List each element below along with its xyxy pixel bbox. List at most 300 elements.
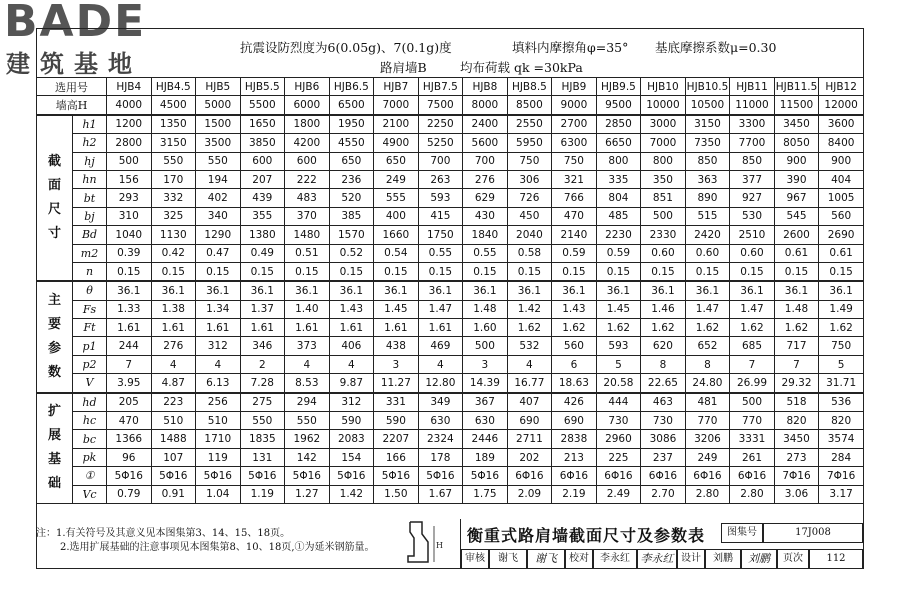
value-cell: 3 [463,355,508,373]
check-label: 校对 [565,549,593,569]
value-cell: 36.1 [685,281,730,300]
value-cell: 1710 [196,430,241,448]
height-cell: 11500 [774,96,819,115]
value-cell: 4200 [285,134,330,152]
value-cell: 690 [507,412,552,430]
value-cell: 1950 [329,115,374,134]
value-cell: 726 [507,189,552,207]
value-cell: 223 [151,393,196,412]
value-cell: 0.15 [463,262,508,281]
value-cell: 2250 [418,115,463,134]
group-label-text: 扩展基础 [47,404,61,492]
value-cell: 7Φ16 [819,467,864,485]
code-cell: HJB4 [107,78,152,96]
code-cell: HJB4.5 [151,78,196,96]
value-cell: 0.15 [730,262,775,281]
value-cell: 2711 [507,430,552,448]
value-cell: 750 [507,152,552,170]
value-cell: 22.65 [641,374,686,393]
value-cell: 1290 [196,226,241,244]
value-cell: 500 [107,152,152,170]
value-cell: 470 [552,207,597,225]
value-cell: 3.95 [107,374,152,393]
value-cell: 3450 [774,115,819,134]
value-cell: 36.1 [329,281,374,300]
value-cell: 237 [641,448,686,466]
logo-brand: BADE [4,0,147,47]
value-cell: 312 [329,393,374,412]
value-cell: 1.61 [240,319,285,337]
value-cell: 350 [641,170,686,188]
value-cell: 1650 [240,115,285,134]
height-cell: 7000 [374,96,419,115]
value-cell: 851 [641,189,686,207]
value-cell: 1.47 [730,300,775,318]
value-cell: 6300 [552,134,597,152]
value-cell: 0.54 [374,244,419,262]
value-cell: 332 [151,189,196,207]
value-cell: 1.61 [329,319,374,337]
value-cell: 205 [107,393,152,412]
value-cell: 690 [552,412,597,430]
value-cell: 3300 [730,115,775,134]
value-cell: 31.71 [819,374,864,393]
value-cell: 2140 [552,226,597,244]
value-cell: 1.49 [819,300,864,318]
value-cell: 6Φ16 [507,467,552,485]
value-cell: 2600 [774,226,819,244]
value-cell: 284 [819,448,864,466]
value-cell: 5Φ16 [329,467,374,485]
value-cell: 261 [730,448,775,466]
value-cell: 340 [196,207,241,225]
value-cell: 0.59 [552,244,597,262]
value-cell: 0.15 [418,262,463,281]
value-cell: 5250 [418,134,463,152]
value-cell: 7.28 [240,374,285,393]
value-cell: 3150 [685,115,730,134]
value-cell: 415 [418,207,463,225]
value-cell: 0.60 [641,244,686,262]
value-cell: 5Φ16 [418,467,463,485]
value-cell: 12.80 [418,374,463,393]
value-cell: 2800 [107,134,152,152]
value-cell: 481 [685,393,730,412]
value-cell: 1.75 [463,485,508,503]
value-cell: 750 [552,152,597,170]
param-symbol: Bd [73,226,107,244]
value-cell: 650 [374,152,419,170]
value-cell: 444 [596,393,641,412]
value-cell: 510 [151,412,196,430]
value-cell: 8 [641,355,686,373]
value-cell: 439 [240,189,285,207]
value-cell: 170 [151,170,196,188]
value-cell: 349 [418,393,463,412]
value-cell: 5Φ16 [196,467,241,485]
value-cell: 630 [463,412,508,430]
value-cell: 545 [774,207,819,225]
value-cell: 600 [240,152,285,170]
value-cell: 4 [329,355,374,373]
value-cell: 1750 [418,226,463,244]
value-cell: 430 [463,207,508,225]
value-cell: 685 [730,337,775,355]
table-row [37,430,864,448]
value-cell: 0.15 [774,262,819,281]
value-cell: 7000 [641,134,686,152]
value-cell: 6Φ16 [552,467,597,485]
param-symbol: p1 [73,337,107,355]
group-label [37,281,73,392]
design-name: 刘鹏 [705,549,741,569]
value-cell: 1200 [107,115,152,134]
value-cell: 3574 [819,430,864,448]
table-row [37,467,864,485]
code-row [37,78,864,96]
height-cell: 8500 [507,96,552,115]
value-cell: 1800 [285,115,330,134]
value-cell: 0.15 [240,262,285,281]
value-cell: 36.1 [374,281,419,300]
header-load: 均布荷载 qk =30kPa [460,60,583,75]
table-row [37,189,864,207]
value-cell: 36.1 [240,281,285,300]
value-cell: 4.87 [151,374,196,393]
table-row [37,244,864,262]
value-cell: 2.09 [507,485,552,503]
value-cell: 36.1 [151,281,196,300]
table-row [37,337,864,355]
param-symbol: bc [73,430,107,448]
value-cell: 820 [819,412,864,430]
value-cell: 550 [285,412,330,430]
value-cell: 367 [463,393,508,412]
col-header-label: 选用号 [37,78,107,96]
value-cell: 407 [507,393,552,412]
value-cell: 2100 [374,115,419,134]
value-cell: 9.87 [329,374,374,393]
value-cell: 4 [285,355,330,373]
review-name: 谢飞 [489,549,527,569]
value-cell: 5 [819,355,864,373]
value-cell: 1.48 [463,300,508,318]
value-cell: 470 [107,412,152,430]
table-row [37,281,864,300]
value-cell: 800 [596,152,641,170]
value-cell: 750 [819,337,864,355]
value-cell: 2.80 [730,485,775,503]
value-cell: 377 [730,170,775,188]
header-base-friction: 基底摩擦系数μ=0.30 [655,40,777,55]
height-cell: 7500 [418,96,463,115]
value-cell: 0.15 [374,262,419,281]
height-cell: 4500 [151,96,196,115]
value-cell: 36.1 [463,281,508,300]
value-cell: 3086 [641,430,686,448]
value-cell: 6 [552,355,597,373]
value-cell: 18.63 [552,374,597,393]
header-wall-type: 路肩墙B [380,60,427,75]
value-cell: 1.45 [596,300,641,318]
value-cell: 36.1 [507,281,552,300]
value-cell: 178 [418,448,463,466]
value-cell: 5Φ16 [374,467,419,485]
value-cell: 8050 [774,134,819,152]
value-cell: 1.04 [196,485,241,503]
value-cell: 590 [374,412,419,430]
value-cell: 0.15 [151,262,196,281]
note-1: 注：1.有关符号及其意义见本图集第3、14、15、18页。 [36,528,291,539]
value-cell: 600 [285,152,330,170]
atlas-number: 17J008 [763,523,863,543]
height-cell: 4000 [107,96,152,115]
check-name: 李永红 [593,549,637,569]
value-cell: 222 [285,170,330,188]
height-cell: 9500 [596,96,641,115]
value-cell: 244 [107,337,152,355]
value-cell: 310 [107,207,152,225]
value-cell: 119 [196,448,241,466]
value-cell: 1380 [240,226,285,244]
check-signature: 李永红 [637,549,677,569]
value-cell: 406 [329,337,374,355]
value-cell: 967 [774,189,819,207]
value-cell: 766 [552,189,597,207]
value-cell: 0.15 [107,262,152,281]
atlas-label: 图集号 [721,523,763,543]
value-cell: 2040 [507,226,552,244]
value-cell: 500 [641,207,686,225]
value-cell: 550 [151,152,196,170]
param-symbol: hn [73,170,107,188]
value-cell: 438 [374,337,419,355]
value-cell: 142 [285,448,330,466]
value-cell: 536 [819,393,864,412]
value-cell: 1.43 [552,300,597,318]
value-cell: 385 [329,207,374,225]
value-cell: 225 [596,448,641,466]
value-cell: 469 [418,337,463,355]
value-cell: 166 [374,448,419,466]
value-cell: 36.1 [730,281,775,300]
value-cell: 14.39 [463,374,508,393]
value-cell: 273 [774,448,819,466]
header-seismic: 抗震设防烈度为6(0.05g)、7(0.1g)度 [240,40,452,55]
value-cell: 0.52 [329,244,374,262]
value-cell: 500 [730,393,775,412]
value-cell: 3600 [819,115,864,134]
table-row [37,485,864,503]
param-symbol: bj [73,207,107,225]
param-symbol: p2 [73,355,107,373]
value-cell: 5950 [507,134,552,152]
value-cell: 5Φ16 [285,467,330,485]
value-cell: 1962 [285,430,330,448]
value-cell: 515 [685,207,730,225]
value-cell: 36.1 [107,281,152,300]
height-cell: 10500 [685,96,730,115]
value-cell: 629 [463,189,508,207]
code-cell: HJB11.5 [774,78,819,96]
value-cell: 3206 [685,430,730,448]
code-cell: HJB5 [196,78,241,96]
value-cell: 1130 [151,226,196,244]
design-signature: 刘鹏 [741,549,777,569]
value-cell: 207 [240,170,285,188]
value-cell: 0.79 [107,485,152,503]
value-cell: 36.1 [196,281,241,300]
value-cell: 1.47 [418,300,463,318]
value-cell: 3500 [196,134,241,152]
value-cell: 0.55 [418,244,463,262]
value-cell: 1.19 [240,485,285,503]
value-cell: 370 [285,207,330,225]
value-cell: 3150 [151,134,196,152]
value-cell: 4550 [329,134,374,152]
value-cell: 363 [685,170,730,188]
value-cell: 275 [240,393,285,412]
value-cell: 2.70 [641,485,686,503]
page-number: 112 [809,549,863,569]
logo-chinese: 建筑基地 [6,50,142,78]
value-cell: 1.62 [685,319,730,337]
param-symbol: Fs [73,300,107,318]
value-cell: 321 [552,170,597,188]
param-symbol: n [73,262,107,281]
value-cell: 8400 [819,134,864,152]
value-cell: 0.55 [463,244,508,262]
value-cell: 1.67 [418,485,463,503]
notes [36,527,375,555]
value-cell: 7Φ16 [774,467,819,485]
value-cell: 0.60 [685,244,730,262]
height-cell: 6000 [285,96,330,115]
value-cell: 1.62 [774,319,819,337]
value-cell: 5Φ16 [463,467,508,485]
value-cell: 1.45 [374,300,419,318]
value-cell: 154 [329,448,374,466]
value-cell: 3 [374,355,419,373]
code-cell: HJB10 [641,78,686,96]
group-label [37,393,73,504]
value-cell: 700 [463,152,508,170]
value-cell: 0.15 [285,262,330,281]
value-cell: 1.61 [374,319,419,337]
value-cell: 2324 [418,430,463,448]
table-row [37,355,864,373]
param-symbol: bt [73,189,107,207]
value-cell: 0.39 [107,244,152,262]
height-cell: 12000 [819,96,864,115]
value-cell: 294 [285,393,330,412]
value-cell: 2420 [685,226,730,244]
value-cell: 593 [418,189,463,207]
value-cell: 804 [596,189,641,207]
value-cell: 0.59 [596,244,641,262]
value-cell: 2230 [596,226,641,244]
value-cell: 1.38 [151,300,196,318]
value-cell: 4900 [374,134,419,152]
value-cell: 1.61 [151,319,196,337]
value-cell: 202 [507,448,552,466]
value-cell: 36.1 [774,281,819,300]
value-cell: 6Φ16 [685,467,730,485]
value-cell: 107 [151,448,196,466]
value-cell: 1.33 [107,300,152,318]
value-cell: 2510 [730,226,775,244]
value-cell: 0.61 [774,244,819,262]
value-cell: 4 [507,355,552,373]
value-cell: 3.06 [774,485,819,503]
value-cell: 3331 [730,430,775,448]
value-cell: 1.42 [507,300,552,318]
value-cell: 3450 [774,430,819,448]
code-cell: HJB7.5 [418,78,463,96]
value-cell: 550 [240,412,285,430]
table-row [37,262,864,281]
param-symbol: h1 [73,115,107,134]
param-symbol: pk [73,448,107,466]
value-cell: 820 [774,412,819,430]
value-cell: 5Φ16 [151,467,196,485]
value-cell: 770 [685,412,730,430]
value-cell: 6Φ16 [596,467,641,485]
code-cell: HJB12 [819,78,864,96]
param-symbol: h2 [73,134,107,152]
value-cell: 0.58 [507,244,552,262]
value-cell: 1.61 [418,319,463,337]
param-symbol: hd [73,393,107,412]
param-symbol: θ [73,281,107,300]
table-row [37,152,864,170]
value-cell: 730 [596,412,641,430]
review-label: 审核 [461,549,489,569]
value-cell: 2400 [463,115,508,134]
note-2: 2.选用扩展基础的注意事项见本图集第8、10、18页,①为延米钢筋量。 [60,542,375,553]
value-cell: 293 [107,189,152,207]
value-cell: 1480 [285,226,330,244]
value-cell: 1040 [107,226,152,244]
value-cell: 520 [329,189,374,207]
table-row [37,226,864,244]
value-cell: 36.1 [418,281,463,300]
value-cell: 6650 [596,134,641,152]
table-row [37,115,864,134]
value-cell: 1.62 [552,319,597,337]
param-symbol: hj [73,152,107,170]
value-cell: 650 [329,152,374,170]
value-cell: 4 [418,355,463,373]
value-cell: 2550 [507,115,552,134]
param-symbol: Ft [73,319,107,337]
value-cell: 36.1 [285,281,330,300]
group-label-text: 截面尺寸 [47,154,61,242]
value-cell: 5Φ16 [240,467,285,485]
value-cell: 276 [151,337,196,355]
value-cell: 26.99 [730,374,775,393]
value-cell: 2960 [596,430,641,448]
value-cell: 1005 [819,189,864,207]
value-cell: 404 [819,170,864,188]
value-cell: 1.37 [240,300,285,318]
value-cell: 0.91 [151,485,196,503]
value-cell: 900 [774,152,819,170]
value-cell: 3850 [240,134,285,152]
page-label: 页次 [777,549,809,569]
value-cell: 717 [774,337,819,355]
value-cell: 483 [285,189,330,207]
